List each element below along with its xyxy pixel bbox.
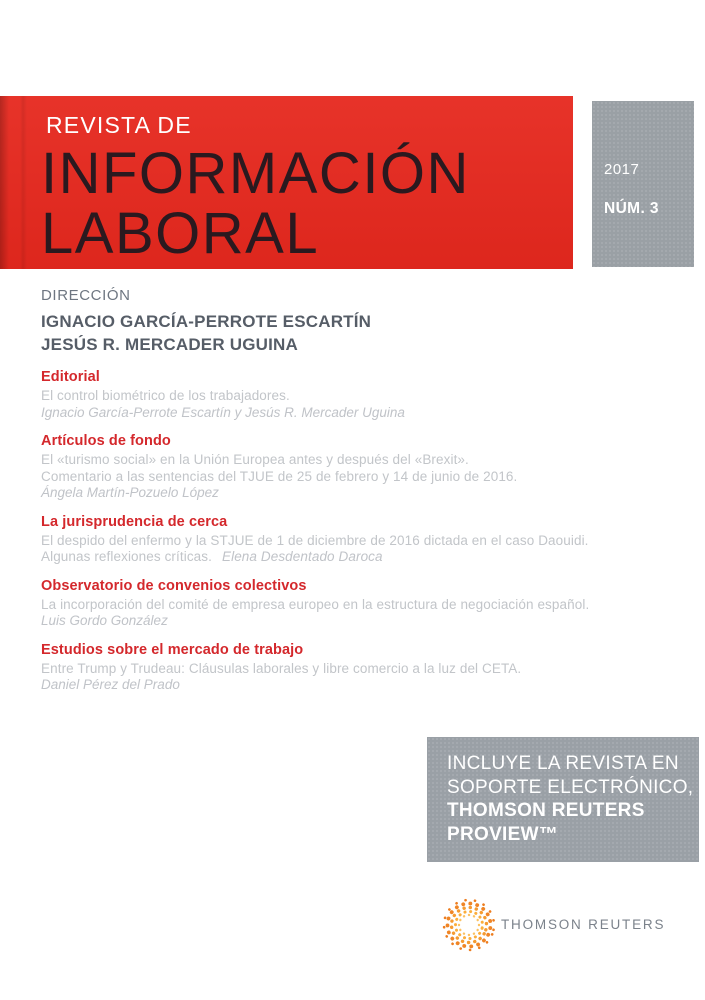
section-heading: Artículos de fondo	[41, 433, 171, 449]
contents-list	[41, 369, 641, 706]
toc-section-observatorio-convenios	[41, 578, 641, 630]
thomson-reuters-kinesis-logo-icon	[441, 897, 497, 953]
section-line: Entre Trump y Trudeau: Cláusulas laborales y libre comercio a la luz del CETA.	[41, 660, 522, 676]
promo-line: THOMSON REUTERS	[447, 800, 645, 821]
proview-promo-box	[427, 737, 699, 862]
issue-year: 2017	[604, 161, 640, 178]
section-heading: Estudios sobre el mercado de trabajo	[41, 641, 304, 658]
masthead-kicker: REVISTA DE	[46, 112, 192, 138]
section-author: Ignacio García-Perrote Escartín y Jesús R. Mercader Uguina	[41, 404, 405, 420]
direction-name-1: IGNACIO GARCÍA-PERROTE ESCARTÍN	[41, 312, 372, 331]
promo-line: SOPORTE ELECTRÓNICO,	[447, 776, 694, 798]
section-line-text: Algunas reflexiones críticas.	[41, 549, 212, 564]
masthead-title-line2: LABORAL	[41, 201, 320, 266]
section-line: El «turismo social» en la Unión Europea antes y después del «Brexit».	[41, 452, 469, 467]
promo-line: INCLUYE LA REVISTA EN	[447, 753, 679, 774]
brand-wordmark: THOMSON REUTERS	[501, 917, 666, 932]
issue-number: NÚM. 3	[604, 200, 659, 217]
toc-section-jurisprudencia-de-cerca	[41, 514, 641, 566]
section-line	[41, 549, 641, 566]
section-author: Luis Gordo González	[41, 613, 168, 628]
brand-footer	[441, 897, 701, 955]
section-heading: Editorial	[41, 369, 100, 385]
section-line: El despido del enfermo y la STJUE de 1 de diciembre de 2016 dictada en el caso Daouidi.	[41, 532, 589, 548]
direction-block	[41, 287, 371, 356]
toc-section-articulos-de-fondo	[41, 433, 641, 502]
section-line: Comentario a las sentencias del TJUE de 25 de febrero y 14 de junio de 2016.	[41, 468, 518, 484]
promo-line: PROVIEW™	[447, 823, 559, 845]
masthead-title-line1: INFORMACIÓN	[41, 141, 470, 206]
section-author: Ángela Martín-Pozuelo López	[41, 485, 219, 500]
section-author: Daniel Pérez del Prado	[41, 677, 180, 692]
section-line: El control biométrico de los trabajadores.	[41, 388, 290, 403]
section-line: La incorporación del comité de empresa europeo en la estructura de negociación español.	[41, 596, 590, 612]
section-author: Elena Desdentado Daroca	[221, 549, 383, 564]
direction-name-2: JESÚS R. MERCADER UGUINA	[41, 335, 298, 354]
direction-label: DIRECCIÓN	[41, 287, 131, 304]
section-heading: La jurisprudencia de cerca	[41, 513, 228, 530]
section-heading: Observatorio de convenios colectivos	[41, 577, 307, 594]
issue-box	[592, 101, 694, 267]
toc-section-estudios-mercado-trabajo	[41, 642, 641, 694]
toc-section-editorial	[41, 369, 641, 421]
